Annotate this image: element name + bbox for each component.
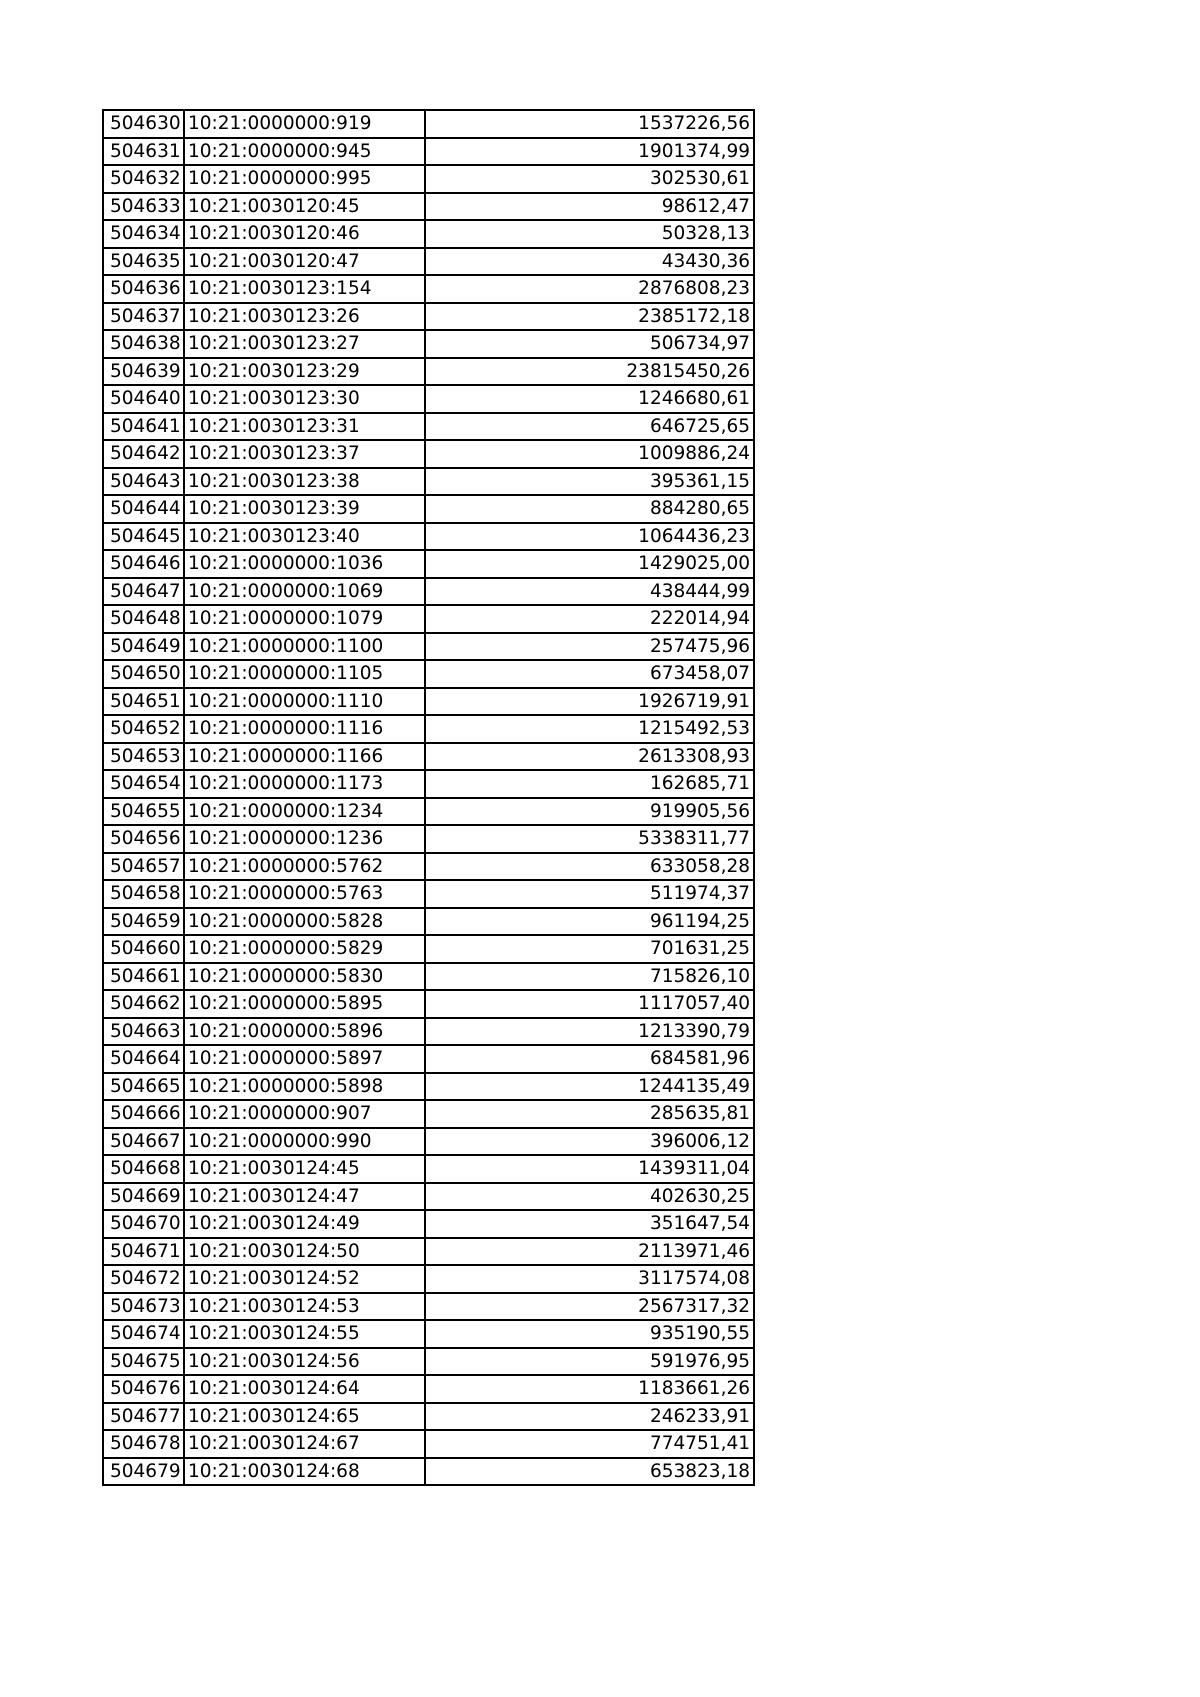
table-row (103, 220, 754, 248)
table-row (103, 990, 754, 1018)
table-row (103, 193, 754, 221)
row-id-cell: 504669 (103, 1183, 184, 1211)
row-id-cell: 504631 (103, 138, 184, 166)
value-amount-cell: 302530,61 (425, 165, 754, 193)
value-amount-cell: 162685,71 (425, 770, 754, 798)
cadastral-number-cell: 10:21:0030124:52 (184, 1265, 425, 1293)
cadastral-number-cell: 10:21:0030120:46 (184, 220, 425, 248)
table-row (103, 1458, 754, 1486)
row-id-cell: 504637 (103, 303, 184, 331)
cadastral-number-cell: 10:21:0000000:1079 (184, 605, 425, 633)
row-id-cell: 504679 (103, 1458, 184, 1486)
cadastral-number-cell: 10:21:0030123:26 (184, 303, 425, 331)
table-row (103, 248, 754, 276)
cadastral-number-cell: 10:21:0030123:29 (184, 358, 425, 386)
value-amount-cell: 2385172,18 (425, 303, 754, 331)
table-row (103, 715, 754, 743)
row-id-cell: 504663 (103, 1018, 184, 1046)
value-amount-cell: 222014,94 (425, 605, 754, 633)
cadastral-number-cell: 10:21:0000000:5762 (184, 853, 425, 881)
row-id-cell: 504640 (103, 385, 184, 413)
cadastral-number-cell: 10:21:0000000:5830 (184, 963, 425, 991)
value-amount-cell: 961194,25 (425, 908, 754, 936)
row-id-cell: 504653 (103, 743, 184, 771)
table-row (103, 1210, 754, 1238)
table-row (103, 660, 754, 688)
cadastral-number-cell: 10:21:0030123:31 (184, 413, 425, 441)
cadastral-number-cell: 10:21:0000000:907 (184, 1100, 425, 1128)
row-id-cell: 504674 (103, 1320, 184, 1348)
value-amount-cell: 684581,96 (425, 1045, 754, 1073)
table-row (103, 633, 754, 661)
cadastral-number-cell: 10:21:0000000:1036 (184, 550, 425, 578)
value-amount-cell: 919905,56 (425, 798, 754, 826)
table-row (103, 743, 754, 771)
value-amount-cell: 395361,15 (425, 468, 754, 496)
value-amount-cell: 2613308,93 (425, 743, 754, 771)
value-amount-cell: 1926719,91 (425, 688, 754, 716)
table-row (103, 605, 754, 633)
value-amount-cell: 3117574,08 (425, 1265, 754, 1293)
cadastral-number-cell: 10:21:0030124:68 (184, 1458, 425, 1486)
value-amount-cell: 1439311,04 (425, 1155, 754, 1183)
row-id-cell: 504634 (103, 220, 184, 248)
value-amount-cell: 1901374,99 (425, 138, 754, 166)
value-amount-cell: 1215492,53 (425, 715, 754, 743)
value-amount-cell: 1183661,26 (425, 1375, 754, 1403)
cadastral-number-cell: 10:21:0000000:990 (184, 1128, 425, 1156)
row-id-cell: 504658 (103, 880, 184, 908)
row-id-cell: 504636 (103, 275, 184, 303)
table-row (103, 385, 754, 413)
cadastral-number-cell: 10:21:0030124:47 (184, 1183, 425, 1211)
table-row (103, 1100, 754, 1128)
row-id-cell: 504643 (103, 468, 184, 496)
cadastral-number-cell: 10:21:0030123:39 (184, 495, 425, 523)
cadastral-number-cell: 10:21:0030123:30 (184, 385, 425, 413)
value-amount-cell: 1537226,56 (425, 110, 754, 138)
value-amount-cell: 98612,47 (425, 193, 754, 221)
cadastral-number-cell: 10:21:0030124:55 (184, 1320, 425, 1348)
row-id-cell: 504660 (103, 935, 184, 963)
table-row (103, 1018, 754, 1046)
value-amount-cell: 646725,65 (425, 413, 754, 441)
value-amount-cell: 511974,37 (425, 880, 754, 908)
value-amount-cell: 5338311,77 (425, 825, 754, 853)
table-row (103, 935, 754, 963)
row-id-cell: 504630 (103, 110, 184, 138)
cadastral-number-cell: 10:21:0000000:945 (184, 138, 425, 166)
value-amount-cell: 715826,10 (425, 963, 754, 991)
table-row (103, 303, 754, 331)
table-row (103, 853, 754, 881)
table-row (103, 1320, 754, 1348)
row-id-cell: 504641 (103, 413, 184, 441)
value-amount-cell: 1429025,00 (425, 550, 754, 578)
table-row (103, 1265, 754, 1293)
row-id-cell: 504650 (103, 660, 184, 688)
value-amount-cell: 506734,97 (425, 330, 754, 358)
cadastral-number-cell: 10:21:0030124:56 (184, 1348, 425, 1376)
cadastral-number-cell: 10:21:0000000:5828 (184, 908, 425, 936)
row-id-cell: 504645 (103, 523, 184, 551)
value-amount-cell: 246233,91 (425, 1403, 754, 1431)
cadastral-number-cell: 10:21:0000000:1105 (184, 660, 425, 688)
table-row (103, 1348, 754, 1376)
row-id-cell: 504666 (103, 1100, 184, 1128)
row-id-cell: 504672 (103, 1265, 184, 1293)
table-row (103, 1375, 754, 1403)
cadastral-number-cell: 10:21:0000000:5898 (184, 1073, 425, 1101)
table-row (103, 880, 754, 908)
table-row (103, 550, 754, 578)
row-id-cell: 504652 (103, 715, 184, 743)
cadastral-number-cell: 10:21:0000000:1069 (184, 578, 425, 606)
row-id-cell: 504671 (103, 1238, 184, 1266)
value-amount-cell: 438444,99 (425, 578, 754, 606)
row-id-cell: 504642 (103, 440, 184, 468)
row-id-cell: 504659 (103, 908, 184, 936)
table-row (103, 468, 754, 496)
row-id-cell: 504665 (103, 1073, 184, 1101)
cadastral-number-cell: 10:21:0030124:64 (184, 1375, 425, 1403)
row-id-cell: 504670 (103, 1210, 184, 1238)
cadastral-number-cell: 10:21:0030120:45 (184, 193, 425, 221)
cadastral-number-cell: 10:21:0000000:5763 (184, 880, 425, 908)
table-row (103, 330, 754, 358)
cadastral-number-cell: 10:21:0000000:5896 (184, 1018, 425, 1046)
table-row (103, 825, 754, 853)
value-amount-cell: 1117057,40 (425, 990, 754, 1018)
table-row (103, 275, 754, 303)
value-amount-cell: 633058,28 (425, 853, 754, 881)
row-id-cell: 504651 (103, 688, 184, 716)
cadastral-number-cell: 10:21:0000000:1110 (184, 688, 425, 716)
value-amount-cell: 23815450,26 (425, 358, 754, 386)
table-row (103, 1293, 754, 1321)
cadastral-number-cell: 10:21:0030123:37 (184, 440, 425, 468)
value-amount-cell: 43430,36 (425, 248, 754, 276)
cadastral-number-cell: 10:21:0030124:53 (184, 1293, 425, 1321)
row-id-cell: 504638 (103, 330, 184, 358)
cadastral-number-cell: 10:21:0030120:47 (184, 248, 425, 276)
table-row (103, 963, 754, 991)
cadastral-number-cell: 10:21:0030124:50 (184, 1238, 425, 1266)
table-row (103, 1183, 754, 1211)
cadastral-number-cell: 10:21:0000000:1166 (184, 743, 425, 771)
table-row (103, 165, 754, 193)
table-row (103, 578, 754, 606)
table-row (103, 688, 754, 716)
value-amount-cell: 1213390,79 (425, 1018, 754, 1046)
row-id-cell: 504668 (103, 1155, 184, 1183)
value-amount-cell: 1246680,61 (425, 385, 754, 413)
cadastral-number-cell: 10:21:0000000:5897 (184, 1045, 425, 1073)
table-row (103, 495, 754, 523)
row-id-cell: 504675 (103, 1348, 184, 1376)
cadastral-number-cell: 10:21:0000000:995 (184, 165, 425, 193)
cadastral-number-cell: 10:21:0000000:5895 (184, 990, 425, 1018)
row-id-cell: 504635 (103, 248, 184, 276)
table-row (103, 798, 754, 826)
row-id-cell: 504649 (103, 633, 184, 661)
value-amount-cell: 1064436,23 (425, 523, 754, 551)
row-id-cell: 504662 (103, 990, 184, 1018)
row-id-cell: 504639 (103, 358, 184, 386)
row-id-cell: 504676 (103, 1375, 184, 1403)
value-amount-cell: 1244135,49 (425, 1073, 754, 1101)
value-amount-cell: 351647,54 (425, 1210, 754, 1238)
value-amount-cell: 591976,95 (425, 1348, 754, 1376)
cadastral-value-table (102, 109, 755, 1486)
cadastral-number-cell: 10:21:0030123:27 (184, 330, 425, 358)
row-id-cell: 504661 (103, 963, 184, 991)
cadastral-number-cell: 10:21:0030123:40 (184, 523, 425, 551)
value-amount-cell: 2876808,23 (425, 275, 754, 303)
table-row (103, 1238, 754, 1266)
row-id-cell: 504654 (103, 770, 184, 798)
cadastral-number-cell: 10:21:0030123:38 (184, 468, 425, 496)
table-row (103, 1430, 754, 1458)
row-id-cell: 504633 (103, 193, 184, 221)
cadastral-number-cell: 10:21:0000000:1116 (184, 715, 425, 743)
row-id-cell: 504632 (103, 165, 184, 193)
value-amount-cell: 673458,07 (425, 660, 754, 688)
cadastral-number-cell: 10:21:0000000:1234 (184, 798, 425, 826)
table-row (103, 358, 754, 386)
cadastral-number-cell: 10:21:0000000:1173 (184, 770, 425, 798)
cadastral-number-cell: 10:21:0000000:1236 (184, 825, 425, 853)
row-id-cell: 504648 (103, 605, 184, 633)
cadastral-number-cell: 10:21:0000000:5829 (184, 935, 425, 963)
value-amount-cell: 1009886,24 (425, 440, 754, 468)
table-row (103, 440, 754, 468)
value-amount-cell: 285635,81 (425, 1100, 754, 1128)
table-row (103, 770, 754, 798)
row-id-cell: 504673 (103, 1293, 184, 1321)
table-row (103, 138, 754, 166)
row-id-cell: 504646 (103, 550, 184, 578)
row-id-cell: 504657 (103, 853, 184, 881)
value-amount-cell: 50328,13 (425, 220, 754, 248)
row-id-cell: 504656 (103, 825, 184, 853)
row-id-cell: 504664 (103, 1045, 184, 1073)
cadastral-number-cell: 10:21:0030124:67 (184, 1430, 425, 1458)
table-row (103, 1155, 754, 1183)
value-amount-cell: 2113971,46 (425, 1238, 754, 1266)
table-row (103, 523, 754, 551)
cadastral-number-cell: 10:21:0030123:154 (184, 275, 425, 303)
table-row (103, 1045, 754, 1073)
cadastral-number-cell: 10:21:0000000:1100 (184, 633, 425, 661)
value-amount-cell: 396006,12 (425, 1128, 754, 1156)
row-id-cell: 504677 (103, 1403, 184, 1431)
table-row (103, 908, 754, 936)
row-id-cell: 504667 (103, 1128, 184, 1156)
value-amount-cell: 884280,65 (425, 495, 754, 523)
row-id-cell: 504644 (103, 495, 184, 523)
row-id-cell: 504647 (103, 578, 184, 606)
row-id-cell: 504655 (103, 798, 184, 826)
value-amount-cell: 935190,55 (425, 1320, 754, 1348)
cadastral-number-cell: 10:21:0030124:65 (184, 1403, 425, 1431)
value-amount-cell: 701631,25 (425, 935, 754, 963)
table-row (103, 1128, 754, 1156)
cadastral-number-cell: 10:21:0030124:49 (184, 1210, 425, 1238)
table-row (103, 413, 754, 441)
table-row (103, 110, 754, 138)
table-body (103, 110, 754, 1485)
value-amount-cell: 402630,25 (425, 1183, 754, 1211)
row-id-cell: 504678 (103, 1430, 184, 1458)
cadastral-number-cell: 10:21:0000000:919 (184, 110, 425, 138)
value-amount-cell: 2567317,32 (425, 1293, 754, 1321)
value-amount-cell: 257475,96 (425, 633, 754, 661)
value-amount-cell: 653823,18 (425, 1458, 754, 1486)
table-row (103, 1073, 754, 1101)
value-amount-cell: 774751,41 (425, 1430, 754, 1458)
table-row (103, 1403, 754, 1431)
cadastral-number-cell: 10:21:0030124:45 (184, 1155, 425, 1183)
